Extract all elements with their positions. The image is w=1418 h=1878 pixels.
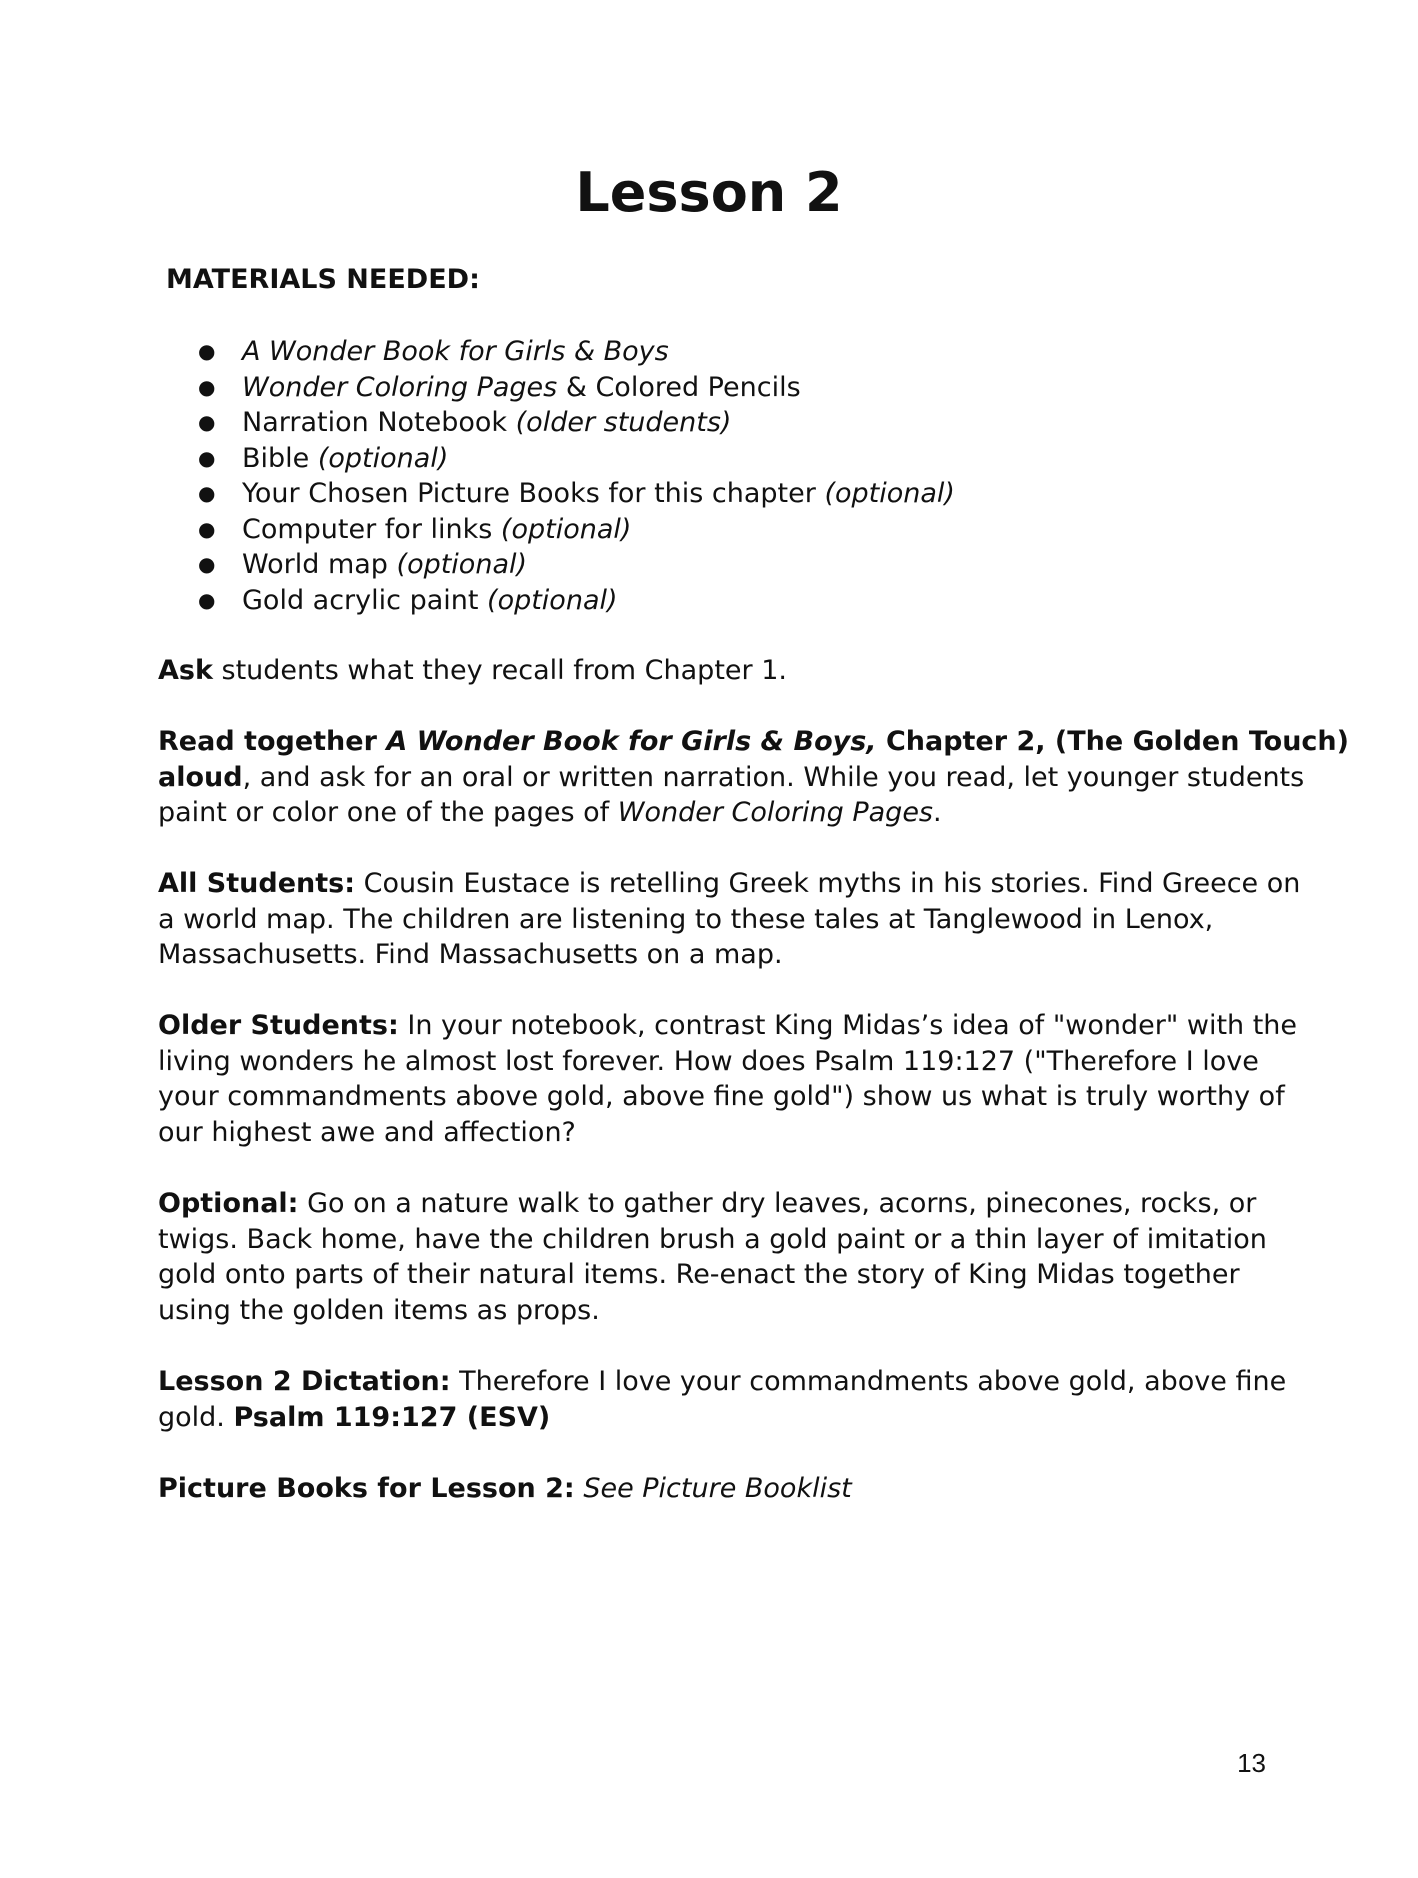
read-text: .: [933, 797, 942, 828]
materials-heading: MATERIALS NEEDED:: [166, 264, 480, 295]
item-note: (optional): [824, 478, 955, 509]
list-item: [198, 405, 955, 441]
paragraph-line: your commandments above gold, above fine gold") show us what is truly worthy of: [158, 1081, 1285, 1112]
item-text: Gold acrylic paint: [242, 584, 488, 616]
bullet-icon: ●: [198, 481, 216, 505]
ask-label: Ask: [158, 655, 213, 686]
picture-books-text: See Picture Booklist: [583, 1473, 852, 1504]
item-text: & Colored Pencils: [557, 371, 801, 403]
item-italic: A Wonder Book for Girls & Boys: [242, 336, 669, 367]
list-item: [198, 547, 955, 583]
item-note: (optional): [317, 442, 449, 474]
paragraph-line: In your notebook, contrast King Midas’s idea of "wonder" with the: [398, 1010, 1298, 1041]
list-item: [198, 476, 955, 512]
book-title: A Wonder Book for Girls & Boys,: [386, 726, 877, 757]
chapter-label: Chapter 2, (The Golden Touch): [876, 726, 1349, 757]
dictation-paragraph: [158, 1364, 1287, 1435]
read-text: , and ask for an oral or written narration. While you read, let younger students: [242, 761, 1305, 793]
ask-text: students what they recall from Chapter 1.: [212, 655, 787, 686]
ask-paragraph: [158, 653, 1278, 689]
bullet-icon: ●: [198, 552, 216, 576]
item-text: Computer for links: [242, 513, 501, 545]
picture-books-label: Picture Books for Lesson 2:: [158, 1473, 575, 1504]
paragraph-line: gold.: [158, 1401, 234, 1433]
list-item: [198, 370, 955, 406]
item-text: Bible: [242, 442, 318, 474]
list-item: [198, 512, 955, 548]
bullet-icon: ●: [198, 587, 216, 612]
older-students-label: Older Students:: [158, 1010, 399, 1041]
bullet-icon: ●: [198, 516, 216, 541]
page-title: Lesson 2: [575, 161, 843, 224]
read-text: paint or color one of the pages of: [158, 797, 618, 828]
paragraph-line: gold onto parts of their natural items. Re-enact the story of King Midas together: [158, 1259, 1240, 1290]
list-item: [198, 583, 955, 619]
older-students-paragraph: [158, 1008, 1298, 1150]
coloring-pages-title: Wonder Coloring Pages: [617, 797, 933, 828]
paragraph-line: our highest awe and affection?: [158, 1116, 576, 1148]
paragraph-line: Go on a nature walk to gather dry leaves, acorns, pinecones, rocks, or: [298, 1188, 1257, 1219]
item-text: World map: [242, 549, 397, 580]
item-note: (optional): [487, 584, 618, 616]
read-paragraph: [158, 724, 1349, 831]
list-item: [198, 441, 955, 477]
list-item: [198, 334, 955, 370]
dictation-label: Lesson 2 Dictation:: [158, 1366, 451, 1397]
item-note: (optional): [500, 513, 632, 545]
optional-paragraph: [158, 1186, 1278, 1328]
paragraph-line: twigs. Back home, have the children brush a gold paint or a thin layer of imitation: [158, 1223, 1267, 1255]
bullet-icon: ●: [198, 339, 216, 363]
optional-label: Optional:: [158, 1188, 299, 1219]
paragraph-line: living wonders he almost lost forever. How does Psalm 119:127 ("Therefore I love: [158, 1045, 1259, 1077]
read-label: Read together: [158, 726, 387, 757]
item-text: Your Chosen Picture Books for this chapter: [242, 478, 825, 509]
item-note: (older students): [515, 407, 732, 438]
picture-books-paragraph: [158, 1471, 1278, 1507]
paragraph-line: a world map. The children are listening to these tales at Tanglewood in Lenox,: [158, 903, 1214, 935]
paragraph-line: using the golden items as props.: [158, 1294, 600, 1326]
materials-list: [198, 334, 955, 618]
paragraph-line: Cousin Eustace is retelling Greek myths in his stories. Find Greece on: [355, 868, 1301, 899]
paragraph-line: Therefore I love your commandments above gold, above fine: [450, 1366, 1287, 1397]
page-number: 13: [1237, 1748, 1266, 1778]
item-italic: Wonder Coloring Pages: [242, 371, 558, 403]
item-text: Narration Notebook: [242, 407, 516, 438]
bullet-icon: ●: [198, 445, 216, 470]
scripture-reference: Psalm 119:127 (ESV): [233, 1401, 551, 1433]
bullet-icon: ●: [198, 410, 216, 434]
bullet-icon: ●: [198, 374, 216, 399]
all-students-label: All Students:: [158, 868, 356, 899]
aloud-label: aloud: [158, 761, 243, 793]
all-students-paragraph: [158, 866, 1301, 973]
paragraph-line: Massachusetts. Find Massachusetts on a map.: [158, 939, 783, 970]
item-note: (optional): [396, 549, 528, 580]
